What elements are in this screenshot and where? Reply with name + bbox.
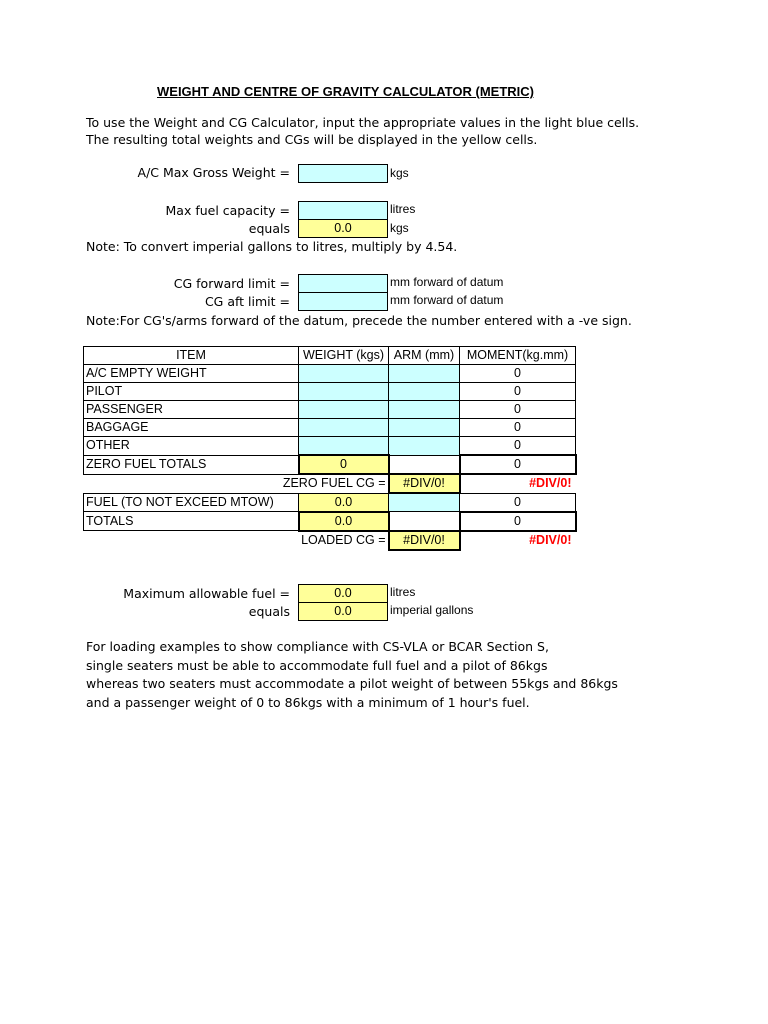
intro-line-1: To use the Weight and CG Calculator, input the appropriate values in the light blue cells.: [86, 115, 640, 130]
row-item: A/C EMPTY WEIGHT: [84, 365, 299, 383]
max-fuel-label: Max fuel capacity =: [165, 203, 290, 218]
max-allow-fuel-output: 0.0: [298, 584, 388, 603]
table-row: [84, 437, 576, 456]
loaded-cg-row: [84, 531, 576, 550]
empty-weight-input[interactable]: [299, 365, 389, 383]
passenger-arm-input[interactable]: [389, 401, 460, 419]
row-item: OTHER: [84, 437, 299, 456]
zero-fuel-cg-label: ZERO FUEL CG =: [282, 476, 386, 491]
max-allow-equals-unit: imperial gallons: [390, 603, 474, 617]
footer-line-4: and a passenger weight of 0 to 86kgs with a minimum of 1 hour's fuel.: [86, 695, 530, 711]
table-row: [84, 383, 576, 401]
totals-moment-output: 0: [460, 512, 576, 531]
baggage-weight-input[interactable]: [299, 419, 389, 437]
max-allow-equals-output: 0.0: [298, 602, 388, 621]
header-item: ITEM: [84, 347, 299, 365]
intro-text: [86, 115, 639, 148]
footer-line-3: whereas two seaters must accommodate a pilot weight of between 55kgs and 86kgs: [86, 676, 618, 692]
totals-weight-output: 0.0: [299, 512, 389, 531]
zero-fuel-cg-row: [84, 474, 576, 493]
header-arm: ARM (mm): [389, 347, 460, 365]
max-gross-input[interactable]: [298, 164, 388, 183]
zero-fuel-cg-output: #DIV/0!: [389, 474, 460, 493]
max-gross-label: A/C Max Gross Weight =: [137, 165, 290, 180]
zero-fuel-moment-output: 0: [460, 455, 576, 474]
row-moment: 0: [460, 437, 576, 456]
row-moment: 0: [460, 401, 576, 419]
fuel-weight-output: 0.0: [299, 493, 389, 512]
passenger-weight-input[interactable]: [299, 401, 389, 419]
row-item: BAGGAGE: [84, 419, 299, 437]
note-gallons: Note: To convert imperial gallons to litres, multiply by 4.54.: [86, 239, 458, 254]
cg-aft-unit: mm forward of datum: [390, 293, 504, 307]
row-item: PASSENGER: [84, 401, 299, 419]
table-header-row: [84, 347, 576, 365]
footer-text: [86, 638, 618, 713]
fuel-equals-unit: kgs: [390, 221, 409, 235]
zero-fuel-cg-error: #DIV/0!: [529, 476, 572, 491]
zero-fuel-arm-empty: [389, 455, 460, 474]
max-allow-fuel-unit: litres: [390, 585, 416, 599]
max-allow-equals-label: equals: [248, 604, 290, 619]
zero-fuel-totals-row: [84, 455, 576, 474]
cg-forward-unit: mm forward of datum: [390, 275, 504, 289]
fuel-label: FUEL (TO NOT EXCEED MTOW): [84, 493, 299, 512]
totals-label: TOTALS: [84, 512, 299, 531]
cg-aft-label: CG aft limit =: [204, 294, 290, 309]
totals-row: [84, 512, 576, 531]
header-moment: MOMENT(kg.mm): [460, 347, 576, 365]
table-row: [84, 365, 576, 383]
zero-fuel-weight-output: 0: [299, 455, 389, 474]
max-allow-fuel-label: Maximum allowable fuel =: [123, 586, 290, 601]
row-moment: 0: [460, 365, 576, 383]
row-moment: 0: [460, 383, 576, 401]
max-fuel-input[interactable]: [298, 201, 388, 220]
footer-line-1: For loading examples to show compliance with CS-VLA or BCAR Section S,: [86, 639, 549, 654]
fuel-row: [84, 493, 576, 512]
fuel-moment-output: 0: [460, 493, 576, 512]
loaded-cg-error: #DIV/0!: [529, 533, 572, 547]
other-weight-input[interactable]: [299, 437, 389, 456]
note-datum: Note:For CG's/arms forward of the datum, precede the number entered with a -ve sign.: [86, 313, 632, 328]
cg-forward-label: CG forward limit =: [173, 276, 290, 291]
empty-arm-input[interactable]: [389, 365, 460, 383]
pilot-weight-input[interactable]: [299, 383, 389, 401]
max-fuel-unit: litres: [390, 202, 416, 216]
cg-forward-input[interactable]: [298, 274, 388, 293]
loaded-cg-output: #DIV/0!: [389, 531, 460, 550]
fuel-equals-label: equals: [248, 221, 290, 236]
header-weight: WEIGHT (kgs): [299, 347, 389, 365]
pilot-arm-input[interactable]: [389, 383, 460, 401]
other-arm-input[interactable]: [389, 437, 460, 456]
baggage-arm-input[interactable]: [389, 419, 460, 437]
totals-arm-empty: [389, 512, 460, 531]
fuel-equals-output: 0.0: [298, 219, 388, 238]
fuel-arm-input[interactable]: [389, 493, 460, 512]
cg-aft-input[interactable]: [298, 292, 388, 311]
weight-balance-table: [83, 346, 577, 551]
page-title: WEIGHT AND CENTRE OF GRAVITY CALCULATOR (METRIC): [157, 84, 534, 99]
loaded-cg-label: LOADED CG =: [301, 533, 386, 547]
row-item: PILOT: [84, 383, 299, 401]
footer-line-2: single seaters must be able to accommodate full fuel and a pilot of 86kgs: [86, 657, 548, 673]
table-row: [84, 419, 576, 437]
row-moment: 0: [460, 419, 576, 437]
intro-line-2: The resulting total weights and CGs will be displayed in the yellow cells.: [86, 131, 538, 147]
table-row: [84, 401, 576, 419]
zero-fuel-totals-label: ZERO FUEL TOTALS: [84, 455, 299, 474]
max-gross-unit: kgs: [390, 166, 409, 180]
